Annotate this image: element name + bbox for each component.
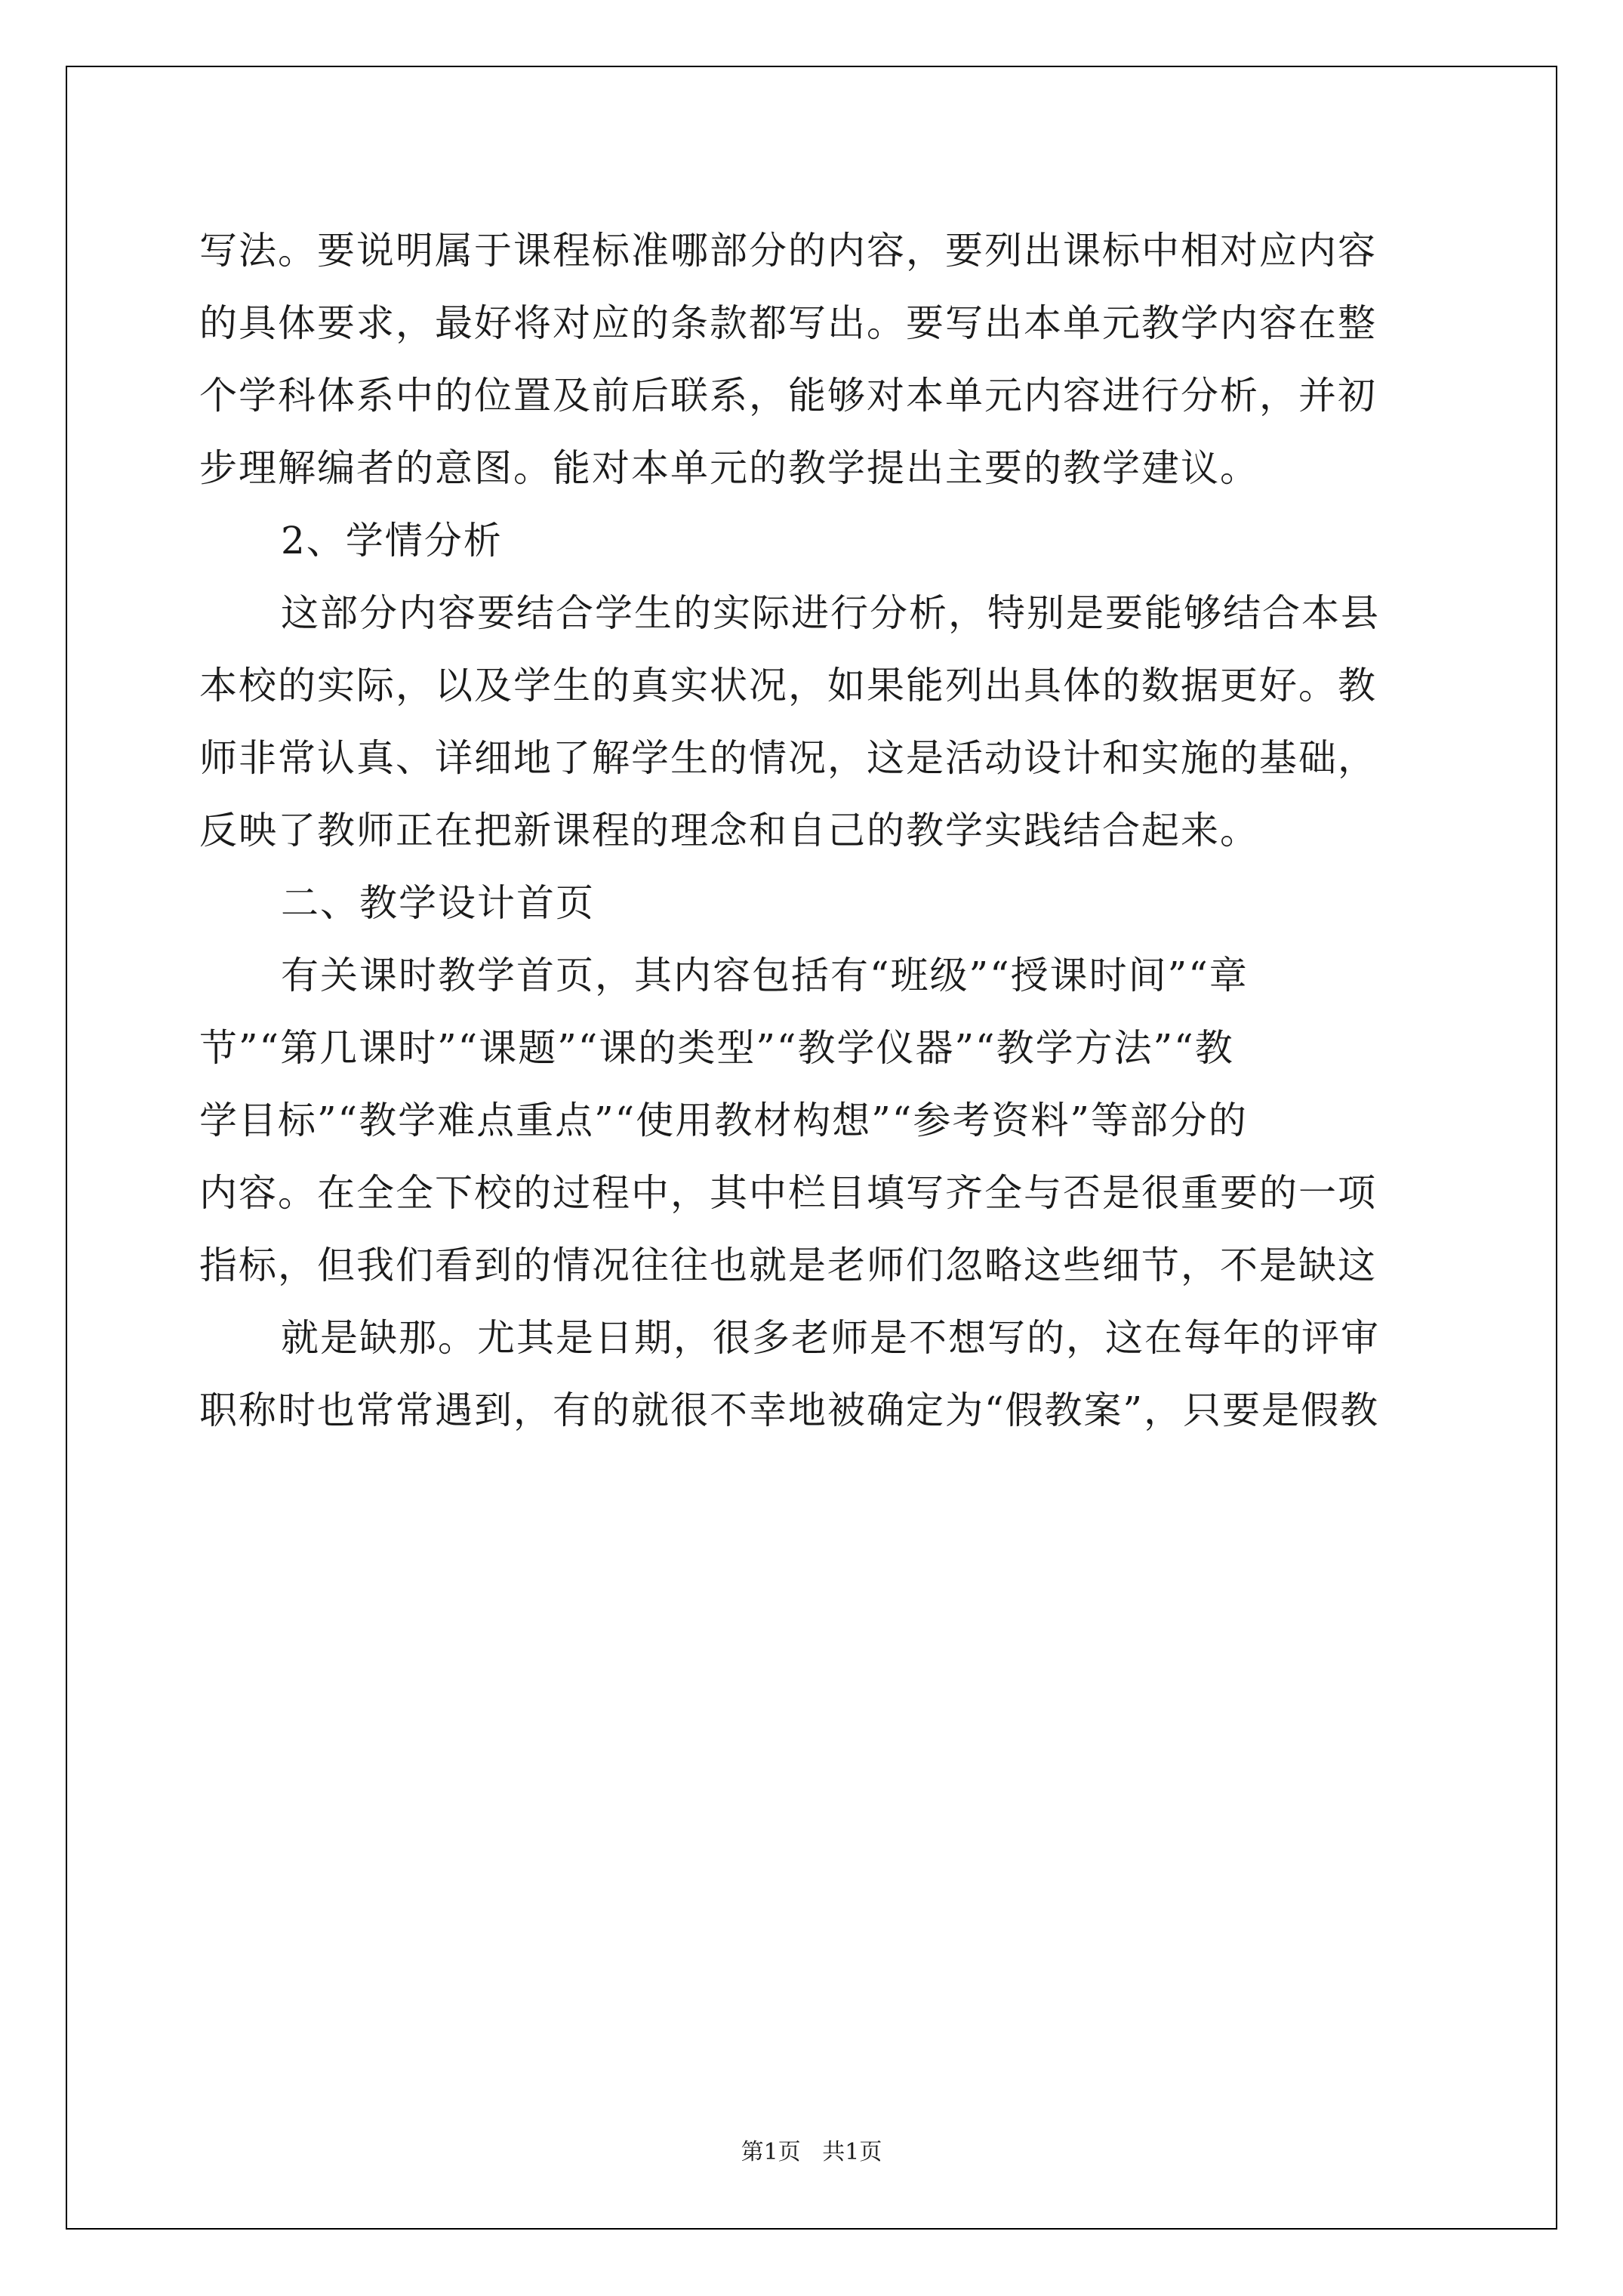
page-number: 第1页 bbox=[741, 2139, 801, 2165]
text-line: 学目标”“教学难点重点”“使用教材构想”“参考资料”等部分的 bbox=[199, 1099, 1248, 1142]
section-heading: 二、教学设计首页 bbox=[281, 881, 595, 925]
text-line: 反映了教师正在把新课程的理念和自己的教学实践结合起来。 bbox=[199, 809, 1259, 852]
text-line: 职称时也常常遇到，有的就很不幸地被确定为“假教案”，只要是假教 bbox=[199, 1388, 1380, 1432]
text-line: 节”“第几课时”“课题”“课的类型”“教学仪器”“教学方法”“教 bbox=[199, 1026, 1234, 1070]
text-line: 步理解编者的意图。能对本单元的教学提出主要的教学建议。 bbox=[199, 446, 1259, 490]
text-line: 师非常认真、详细地了解学生的情况，这是活动设计和实施的基础， bbox=[199, 736, 1377, 780]
text-line: 本校的实际，以及学生的真实状况，如果能列出具体的数据更好。教 bbox=[199, 664, 1377, 707]
text-line: 的具体要求，最好将对应的条款都写出。要写出本单元教学内容在整 bbox=[199, 301, 1377, 345]
page-footer bbox=[0, 2137, 1623, 2168]
section-heading: 2、学情分析 bbox=[281, 519, 503, 562]
page-total: 共1页 bbox=[822, 2139, 882, 2165]
text-line: 这部分内容要结合学生的实际进行分析，特别是要能够结合本县 bbox=[281, 591, 1380, 635]
text-line: 有关课时教学首页，其内容包括有“班级”“授课时间”“章 bbox=[281, 954, 1249, 997]
text-line: 写法。要说明属于课程标准哪部分的内容，要列出课标中相对应内容 bbox=[199, 229, 1377, 273]
text-line: 就是缺那。尤其是日期，很多老师是不想写的，这在每年的评审 bbox=[281, 1316, 1380, 1360]
text-line: 个学科体系中的位置及前后联系，能够对本单元内容进行分析，并初 bbox=[199, 374, 1377, 418]
text-line: 指标，但我们看到的情况往往也就是老师们忽略这些细节，不是缺这 bbox=[199, 1244, 1377, 1287]
text-line: 内容。在全全下校的过程中，其中栏目填写齐全与否是很重要的一项 bbox=[199, 1171, 1377, 1215]
